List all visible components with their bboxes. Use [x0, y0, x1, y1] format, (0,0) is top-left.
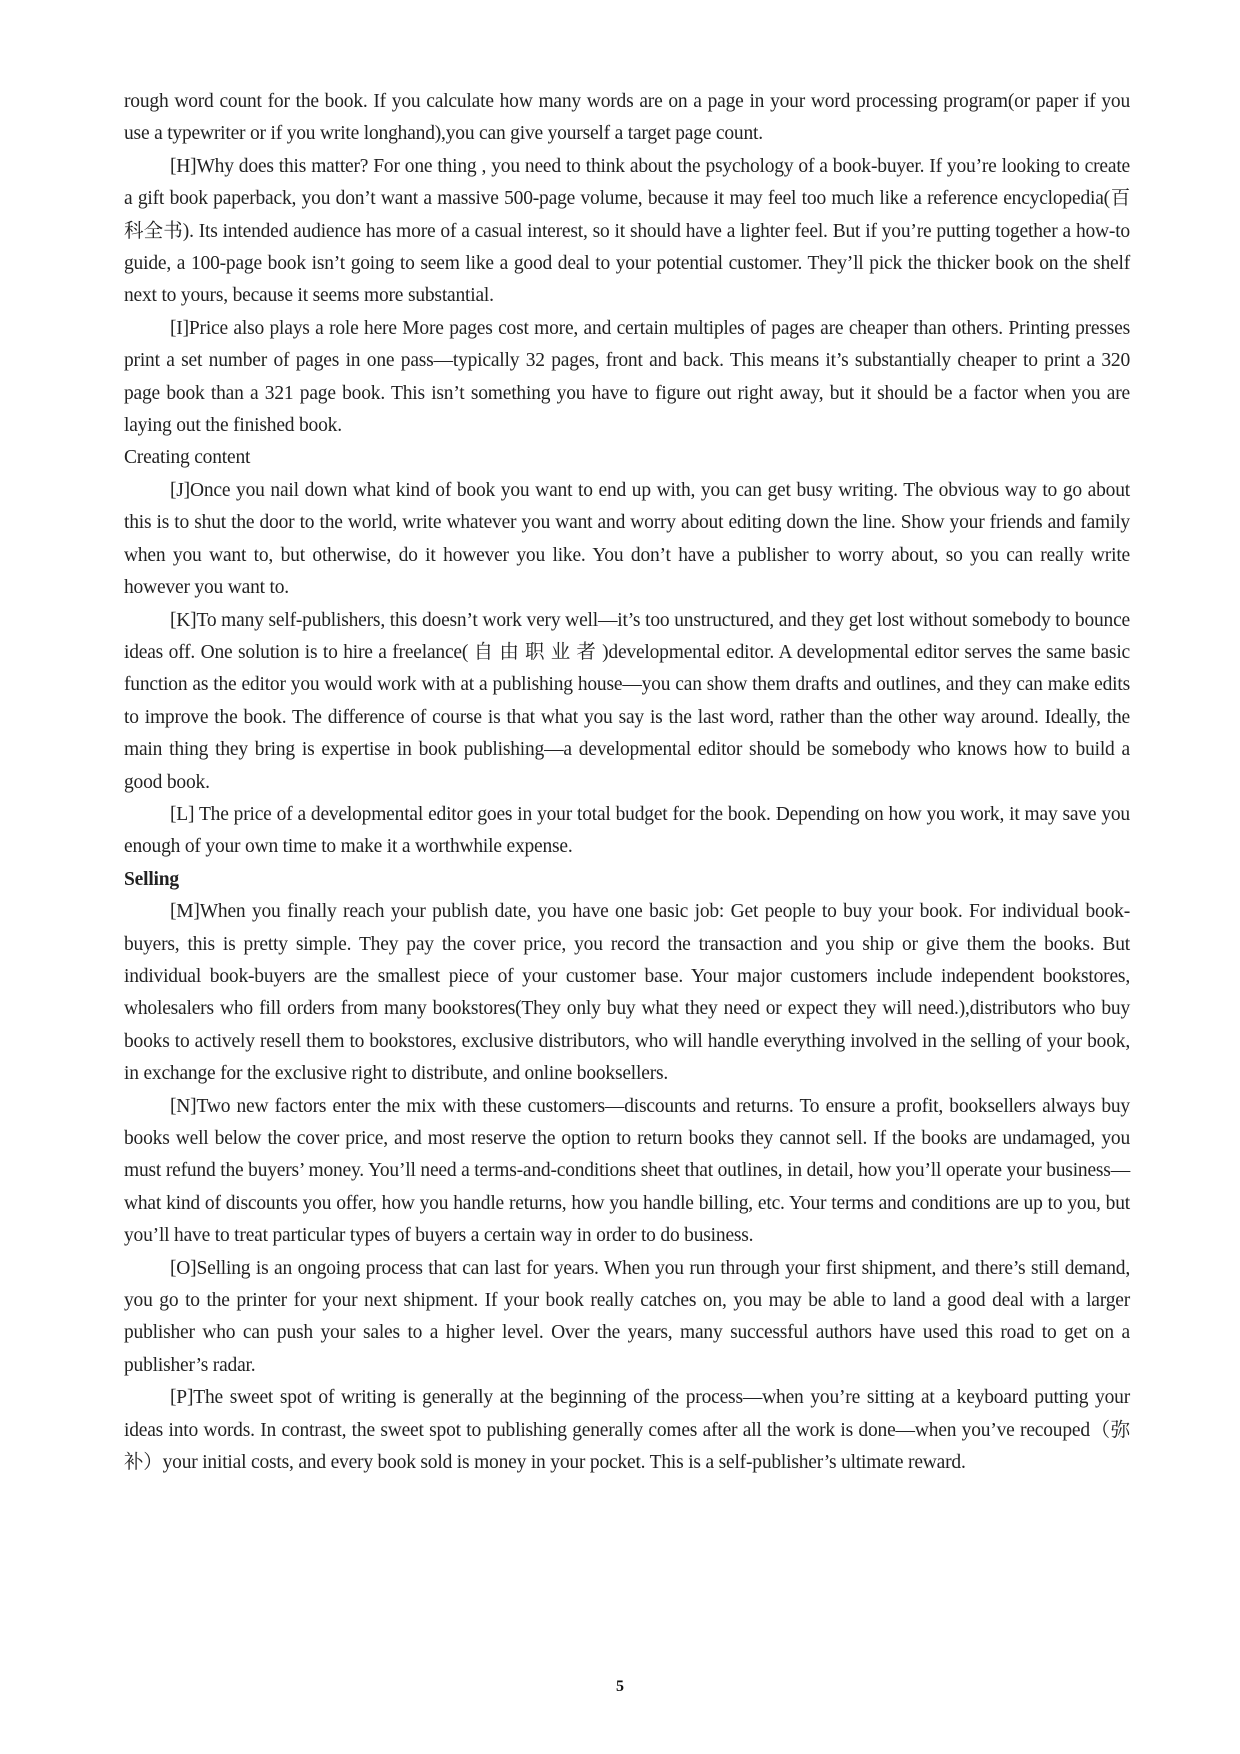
document-page — [124, 86, 1130, 1479]
paragraph-k: [K]To many self-publishers, this doesn’t work very well—it’s too unstructured, and they get lost without somebody to bounce ideas off. One solution is to hire a freelance( 自 由 职 业 者 )developmental editor. A developmental editor serves the same basic function as the editor you would work with at a publishing house—you can show them drafts and outlines, and they can make edits to improve the book. The difference of course is that what you say is the last word, rather than the other way around. Ideally, the main thing they bring is expertise in book publishing—a developmental editor should be somebody who knows how to build a good book. — [124, 609, 1130, 793]
paragraph-j: [J]Once you nail down what kind of book you want to end up with, you can get busy writing. The obvious way to go about this is to shut the door to the world, write whatever you want and worry about editing down the line. Show your friends and family when you want to, but otherwise, do it however you like. You don’t have a publisher to worry about, so you can really write however you want to. — [124, 479, 1130, 599]
section-heading-creating-content: Creating content — [124, 447, 251, 469]
paragraph-n: [N]Two new factors enter the mix with these customers—discounts and returns. To ensure a profit, booksellers always buy books well below the cover price, and most reserve the option to return books they cannot sell. If the books are undamaged, you must refund the buyers’ money. You’ll need a terms-and-conditions sheet that outlines, in detail, how you’ll operate your business—what kind of discounts you offer, how you handle returns, how you handle billing, etc. Your terms and conditions are up to you, but you’ll have to treat particular types of buyers a certain way in order to do business. — [124, 1095, 1130, 1247]
paragraph-o: [O]Selling is an ongoing process that can last for years. When you run through your first shipment, and there’s still demand, you go to the printer for your next shipment. If your book really catches on, you may be able to land a good deal with a larger publisher who can push your sales to a higher level. Over the years, many successful authors have used this road to get on a publisher’s radar. — [124, 1257, 1130, 1376]
paragraph-p: [P]The sweet spot of writing is generally at the beginning of the process—when you’re sitting at a keyboard putting your ideas into words. In contrast, the sweet spot to publishing generally comes after all the work is done—when you’ve recouped（弥补）your initial costs, and every book sold is money in your pocket. This is a self-publisher’s ultimate reward. — [124, 1387, 1130, 1474]
paragraph-l: [L] The price of a developmental editor goes in your total budget for the book. Depending on how you work, it may save you enough of your own time to make it a worthwhile expense. — [124, 803, 1130, 858]
paragraph-h: [H]Why does this matter? For one thing , you need to think about the psychology of a book-buyer. If you’re looking to create a gift book paperback, you don’t want a massive 500-page volume, because it may feel too much like a reference encyclopedia(百科全书). Its intended audience has more of a casual interest, so it should have a lighter feel. But if you’re putting together a how-to guide, a 100-page book isn’t going to seem like a good deal to your potential customer. They’ll pick the thicker book on the shelf next to yours, because it seems more substantial. — [124, 155, 1130, 307]
paragraph-g-continuation: rough word count for the book. If you calculate how many words are on a page in your word processing program(or paper if you use a typewriter or if you write longhand),you can give yourself a target page count. — [124, 91, 1130, 145]
paragraph-m: [M]When you finally reach your publish date, you have one basic job: Get people to buy your book. For individual book-buyers, this is pretty simple. They pay the cover price, you record the transaction and you ship or give them the books. But individual book-buyers are the smallest piece of your customer base. Your major customers include independent bookstores, wholesalers who fill orders from many bookstores(They only buy what they need or expect they will need.),distributors who buy books to actively resell them to bookstores, exclusive distributors, who will handle everything involved in the selling of your book, in exchange for the exclusive right to distribute, and online booksellers. — [124, 901, 1130, 1085]
section-heading-selling: Selling — [124, 868, 179, 890]
page-number: 5 — [616, 1678, 624, 1695]
paragraph-i: [I]Price also plays a role here More pages cost more, and certain multiples of pages are cheaper than others. Printing presses print a set number of pages in one pass—typically 32 pages, front and back. This means it’s substantially cheaper to print a 320 page book than a 321 page book. This isn’t something you have to figure out right away, but it should be a factor when you are laying out the finished book. — [124, 317, 1130, 437]
